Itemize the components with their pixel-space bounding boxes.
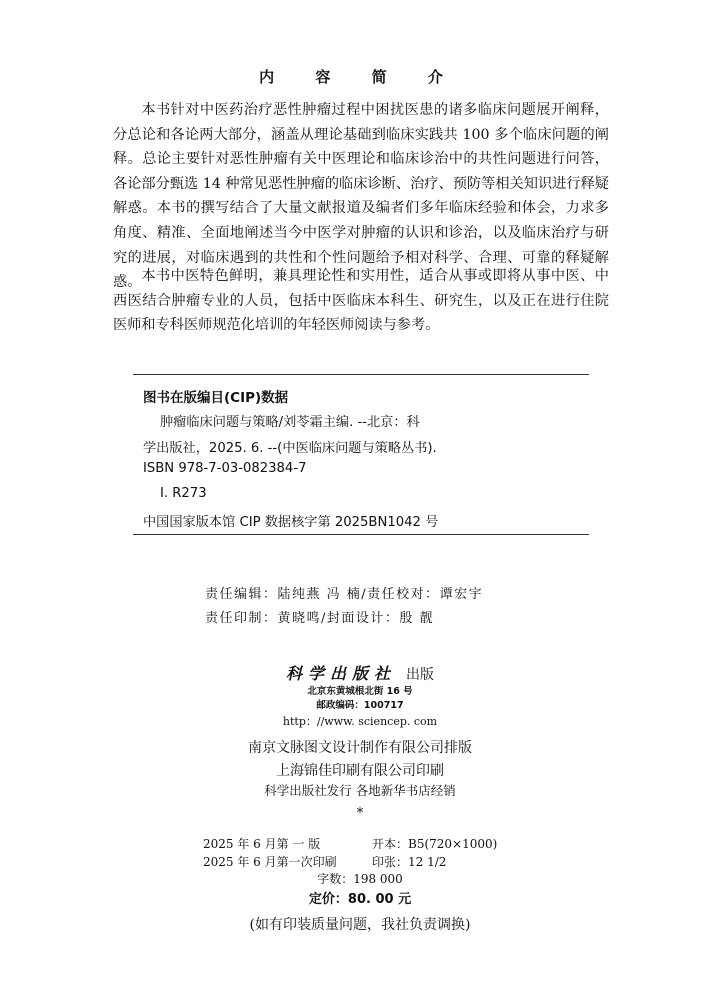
publisher-address: 北京东黄城根北街 16 号 bbox=[307, 686, 413, 697]
publisher-url: http：//www. sciencep. com bbox=[282, 715, 438, 728]
cip-top-rule bbox=[133, 374, 589, 375]
imprint-printing: 2025 年 6 月第一次印刷 bbox=[203, 855, 337, 869]
quality-notice: (如有印装质量问题，我社负责调换) bbox=[249, 917, 471, 933]
cip-record: 中国国家版本馆 CIP 数据核字第 2025BN1042 号 bbox=[143, 515, 439, 530]
typesetter-line: 南京文脉图文设计制作有限公司排版 bbox=[248, 740, 472, 756]
cip-heading: 图书在版编目(CIP)数据 bbox=[143, 390, 289, 406]
separator-asterisk: * bbox=[356, 806, 364, 821]
imprint-format: 开本：B5(720×1000) bbox=[372, 837, 498, 851]
imprint-edition: 2025 年 6 月第 一 版 bbox=[203, 837, 321, 851]
staff-line-2: 责任印制：黄晓鸣/封面设计：殷 靓 bbox=[205, 611, 435, 626]
cip-classification: Ⅰ. R273 bbox=[160, 486, 207, 501]
cip-bottom-rule bbox=[133, 534, 589, 535]
cip-isbn: ISBN 978-7-03-082384-7 bbox=[143, 461, 307, 476]
distribution-line: 科学出版社发行 各地新华书店经销 bbox=[264, 783, 456, 798]
imprint-sheets: 印张：12 1/2 bbox=[372, 855, 447, 869]
intro-paragraph-2: 本书中医特色鲜明，兼具理论性和实用性，适合从事或即将从事中医、中西医结合肿瘤专业的人员，包括中医临床本科生、研究生，以及正在进行住院医师和专科医师规范化培训的年轻医师阅读与参考。 bbox=[113, 268, 609, 334]
imprint-word-count: 字数：198 000 bbox=[317, 872, 403, 886]
publisher-logo: 科学出版社 bbox=[285, 664, 396, 683]
imprint-price: 定价：80. 00 元 bbox=[308, 892, 412, 907]
page-title: 内 容 简 介 bbox=[259, 68, 461, 86]
cip-line-2: 学出版社，2025. 6. --(中医临床问题与策略丛书). bbox=[143, 441, 437, 456]
publisher-postcode: 邮政编码：100717 bbox=[316, 700, 404, 711]
publisher-line bbox=[0, 661, 720, 684]
intro-paragraph-1: 本书针对中医药治疗恶性肿瘤过程中困扰医患的诸多临床问题展开阐释，分总论和各论两大部分，涵盖从理论基础到临床实践共 100 多个临床问题的阐释。总论主要针对恶性肿瘤有关中医理论和临床诊治中的共性问题进行问答，各论部分甄选 14 种常见恶性肿瘤的临床诊断、治疗、预防等相关知识进行释疑解惑。本书的撰写结合了大量文献报道及编者们多年临床经验和体会，力求多角度、精准、全面地阐述当今中医学对肿瘤的认识和诊治，以及临床治疗与研究的进展，对临床遇到的共性和个性问题给予相对科学、合理、可靠的释疑解惑。 bbox=[113, 102, 609, 291]
staff-line-1: 责任编辑：陆纯燕 冯 楠/责任校对：谭宏宇 bbox=[205, 587, 484, 602]
publisher-suffix: 出版 bbox=[406, 667, 434, 683]
printer-line: 上海锦佳印刷有限公司印刷 bbox=[276, 763, 444, 779]
cip-line-1: 肿瘤临床问题与策略/刘苓霜主编. --北京：科 bbox=[160, 415, 420, 430]
